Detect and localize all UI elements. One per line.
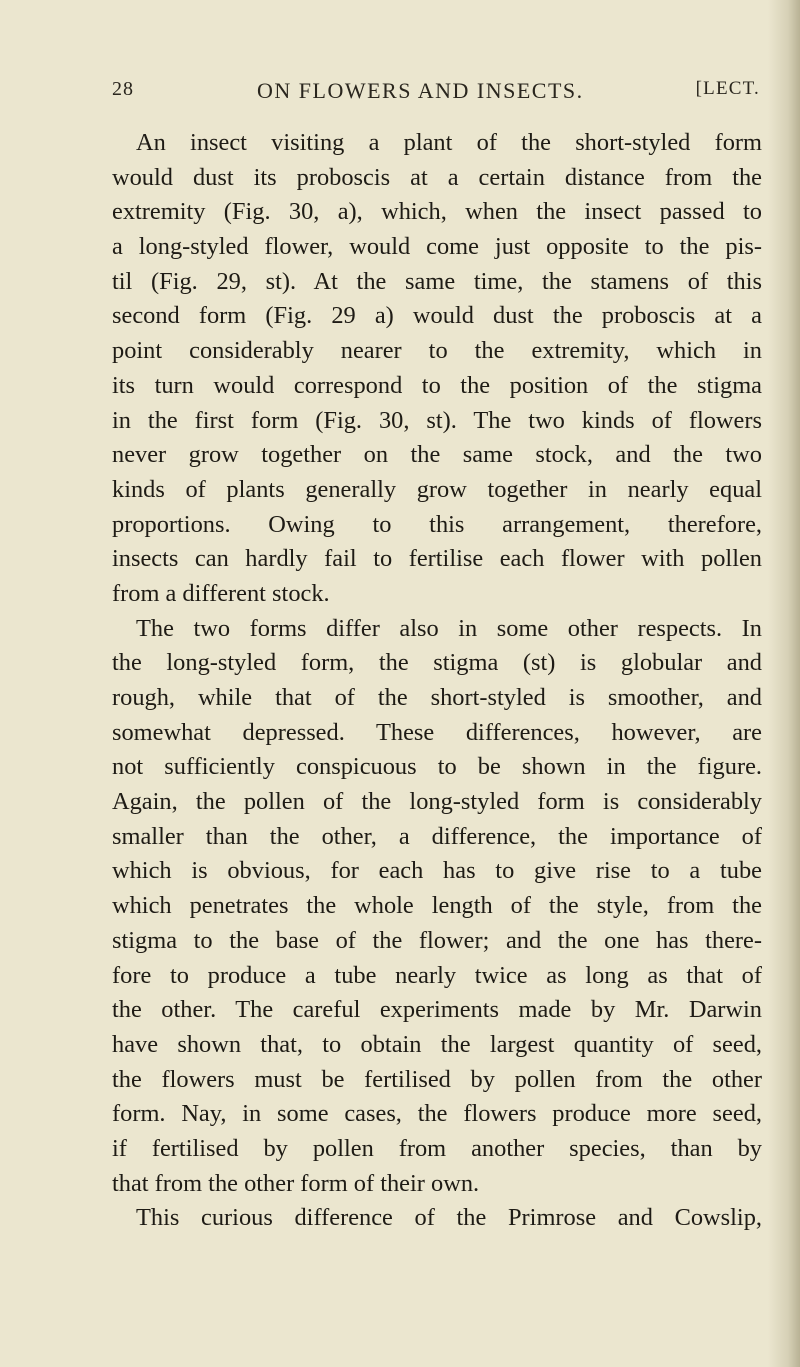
text-line: point considerably nearer to the extremity, which in [112, 337, 762, 365]
text-line: rough, while that of the short-styled is smoother, and [112, 684, 762, 711]
text-line: its turn would correspond to the position of the stigma [112, 371, 762, 399]
text-line: would dust its proboscis at a certain distance from the [112, 163, 762, 191]
text-line: that from the other form of their own. [112, 1169, 480, 1197]
text-line: This curious difference of the Primrose and Cowslip, [136, 1204, 762, 1232]
text-line: not sufficiently conspicuous to be shown in the figure. [112, 753, 762, 781]
text-line: insects can hardly fail to fertilise each flower with pollen [112, 545, 762, 573]
text-line: have shown that, to obtain the largest quantity of seed, [112, 1030, 762, 1058]
running-head [112, 78, 760, 118]
text-line: til (Fig. 29, st). At the same time, the stamens of this [112, 267, 762, 295]
text-line: the long-styled form, the stigma (st) is globular and [112, 649, 762, 677]
text-line: from a different stock. [112, 579, 330, 607]
text-line: smaller than the other, a difference, the importance of [112, 822, 762, 850]
text-line: extremity (Fig. 30, a), which, when the insect passed to [112, 198, 762, 226]
text-line: the flowers must be fertilised by pollen from the other [112, 1065, 762, 1093]
running-title: ON FLOWERS AND INSECTS. [257, 78, 584, 103]
text-line: Again, the pollen of the long-styled form is considerably [112, 788, 762, 816]
text-line: fore to produce a tube nearly twice as long as that of [112, 961, 762, 989]
section-marker: [LECT. [695, 78, 760, 99]
text-line: which penetrates the whole length of the style, from the [112, 892, 762, 920]
text-line: which is obvious, for each has to give rise to a tube [112, 857, 762, 885]
text-line: never grow together on the same stock, and the two [112, 441, 762, 469]
text-line: An insect visiting a plant of the short-styled form [136, 129, 762, 156]
page-number: 28 [112, 78, 134, 100]
text-line: somewhat depressed. These differences, however, are [112, 718, 762, 746]
text-line: kinds of plants generally grow together in nearly equal [112, 475, 762, 503]
text-line: in the first form (Fig. 30, st). The two kinds of flowers [112, 406, 762, 434]
text-line: proportions. Owing to this arrangement, therefore, [112, 510, 762, 538]
body-text [112, 126, 762, 1236]
text-line: stigma to the base of the flower; and the one has there- [112, 926, 762, 954]
text-line: a long-styled flower, would come just opposite to the pis- [112, 233, 762, 261]
text-line: second form (Fig. 29 a) would dust the proboscis at a [112, 302, 762, 330]
text-line: if fertilised by pollen from another species, than by [112, 1134, 762, 1162]
text-line: form. Nay, in some cases, the flowers produce more seed, [112, 1100, 762, 1128]
text-line: The two forms differ also in some other respects. In [136, 614, 762, 642]
text-line: the other. The careful experiments made by Mr. Darwin [112, 996, 762, 1024]
